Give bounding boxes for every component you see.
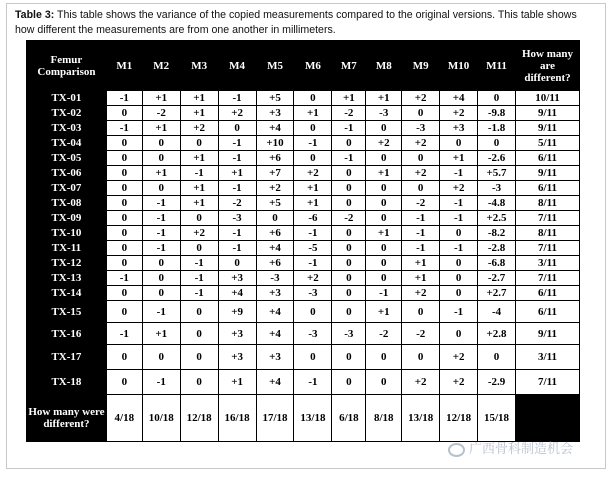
- table-cell: +2: [180, 121, 218, 136]
- table-cell: +1: [440, 151, 478, 166]
- table-cell: -1: [180, 286, 218, 301]
- table-cell: 0: [106, 370, 142, 395]
- table-cell: -1: [218, 226, 256, 241]
- table-cell: -3: [294, 286, 332, 301]
- table-row: [27, 181, 580, 196]
- table-cell: 0: [106, 286, 142, 301]
- table-cell: -2: [402, 323, 440, 345]
- table-cell: 0: [366, 271, 402, 286]
- table-cell: 0: [366, 181, 402, 196]
- table-cell: 0: [440, 271, 478, 286]
- table-cell: +2: [402, 370, 440, 395]
- table-cell: 0: [180, 241, 218, 256]
- row-label: TX-03: [27, 121, 107, 136]
- footer-cell: 17/18: [256, 395, 294, 442]
- table-cell: 0: [106, 136, 142, 151]
- table-cell: +4: [256, 121, 294, 136]
- table-cell: +1: [180, 106, 218, 121]
- table-cell: -4.8: [478, 196, 516, 211]
- table-cell: +2: [218, 106, 256, 121]
- table-cell: +1: [218, 166, 256, 181]
- table-cell: +1: [332, 91, 366, 106]
- row-total-cell: 9/11: [515, 166, 579, 181]
- table-cell: 0: [366, 196, 402, 211]
- table-cell: 0: [402, 106, 440, 121]
- table-cell: -1: [294, 256, 332, 271]
- table-cell: -1: [142, 370, 180, 395]
- table-cell: 0: [142, 286, 180, 301]
- table-cell: 0: [332, 370, 366, 395]
- row-label: TX-10: [27, 226, 107, 241]
- row-total-cell: 3/11: [515, 256, 579, 271]
- table-cell: 0: [294, 345, 332, 370]
- row-total-cell: 9/11: [515, 121, 579, 136]
- table-cell: 0: [294, 91, 332, 106]
- footer-cell: 13/18: [294, 395, 332, 442]
- table-cell: 0: [106, 166, 142, 181]
- table-cell: +4: [256, 241, 294, 256]
- row-total-cell: 3/11: [515, 345, 579, 370]
- table-cell: 0: [106, 226, 142, 241]
- table-cell: +3: [218, 323, 256, 345]
- table-cell: 0: [332, 181, 366, 196]
- table-cell: +5: [256, 196, 294, 211]
- caption-text: This table shows the variance of the copied measurements compared to the original versions. This table shows how different the measurements are from one another in millimeters.: [15, 9, 577, 36]
- table-cell: +1: [180, 196, 218, 211]
- table-row: [27, 256, 580, 271]
- table-cell: +2: [402, 136, 440, 151]
- table-cell: +1: [180, 91, 218, 106]
- table-cell: 0: [106, 196, 142, 211]
- table-row: [27, 91, 580, 106]
- table-cell: 0: [142, 151, 180, 166]
- table-cell: -2.6: [478, 151, 516, 166]
- table-cell: -1: [218, 136, 256, 151]
- table-cell: 0: [180, 136, 218, 151]
- row-label: TX-08: [27, 196, 107, 211]
- table-cell: +2: [440, 181, 478, 196]
- table-cell: -3: [218, 211, 256, 226]
- column-header-how-many-different: How many are different?: [515, 41, 579, 91]
- row-label: TX-07: [27, 181, 107, 196]
- table-cell: 0: [402, 181, 440, 196]
- table-cell: +2: [402, 166, 440, 181]
- table-cell: -2.7: [478, 271, 516, 286]
- table-cell: -1: [440, 166, 478, 181]
- table-row: [27, 345, 580, 370]
- table-cell: +1: [294, 181, 332, 196]
- table-cell: -3: [402, 121, 440, 136]
- table-cell: -1: [402, 241, 440, 256]
- table-row: [27, 370, 580, 395]
- table-cell: 0: [256, 211, 294, 226]
- table-cell: +4: [256, 370, 294, 395]
- table-cell: -2: [366, 323, 402, 345]
- table-cell: +2: [402, 91, 440, 106]
- table-cell: 0: [218, 121, 256, 136]
- table-cell: -2.8: [478, 241, 516, 256]
- table-cell: 0: [366, 151, 402, 166]
- table-cell: 0: [402, 345, 440, 370]
- footer-cell: 16/18: [218, 395, 256, 442]
- table-cell: 0: [366, 211, 402, 226]
- row-label: TX-14: [27, 286, 107, 301]
- column-header-m10: M10: [440, 41, 478, 91]
- table-cell: 0: [440, 323, 478, 345]
- table-cell: +1: [294, 196, 332, 211]
- table-cell: +1: [402, 256, 440, 271]
- caption-label: Table 3:: [15, 9, 55, 21]
- row-label: TX-04: [27, 136, 107, 151]
- table-cell: +2.5: [478, 211, 516, 226]
- table-cell: +3: [218, 345, 256, 370]
- table-row: [27, 241, 580, 256]
- column-header-m5: M5: [256, 41, 294, 91]
- row-total-cell: 9/11: [515, 106, 579, 121]
- table-cell: -5: [294, 241, 332, 256]
- table-cell: -6: [294, 211, 332, 226]
- table-row: [27, 286, 580, 301]
- row-total-cell: 7/11: [515, 271, 579, 286]
- row-label: TX-18: [27, 370, 107, 395]
- corner-header: Femur Comparison: [27, 41, 107, 91]
- table-cell: 0: [106, 256, 142, 271]
- row-total-cell: 8/11: [515, 196, 579, 211]
- table-cell: 0: [332, 345, 366, 370]
- table-cell: -3: [294, 323, 332, 345]
- table-cell: -1: [440, 241, 478, 256]
- table-cell: -3: [332, 323, 366, 345]
- table-cell: -2: [332, 106, 366, 121]
- row-label: TX-15: [27, 301, 107, 323]
- table-cell: -1: [180, 256, 218, 271]
- table-cell: 0: [180, 370, 218, 395]
- footer-blank-cell: [515, 395, 579, 442]
- table-cell: 0: [106, 211, 142, 226]
- table-cell: 0: [366, 121, 402, 136]
- row-total-cell: 6/11: [515, 181, 579, 196]
- table-cell: -1: [366, 286, 402, 301]
- footer-row: [27, 395, 580, 442]
- table-cell: -1: [440, 211, 478, 226]
- table-cell: 0: [294, 151, 332, 166]
- footer-cell: 12/18: [440, 395, 478, 442]
- table-row: [27, 271, 580, 286]
- table-cell: -1: [106, 271, 142, 286]
- table-cell: +1: [142, 166, 180, 181]
- table-cell: 0: [402, 301, 440, 323]
- table-cell: 0: [440, 136, 478, 151]
- table-cell: 0: [106, 301, 142, 323]
- watermark-text: 广西骨科制造机会: [469, 441, 574, 456]
- table-caption: [15, 8, 599, 38]
- table-cell: +3: [218, 271, 256, 286]
- column-header-m2: M2: [142, 41, 180, 91]
- table-cell: +2.8: [478, 323, 516, 345]
- table-cell: +6: [256, 226, 294, 241]
- table-cell: 0: [106, 345, 142, 370]
- table-row: [27, 301, 580, 323]
- femur-comparison-table: [26, 40, 580, 442]
- row-total-cell: 5/11: [515, 136, 579, 151]
- table-cell: -1.8: [478, 121, 516, 136]
- footer-cell: 10/18: [142, 395, 180, 442]
- table-cell: 0: [332, 301, 366, 323]
- column-header-m3: M3: [180, 41, 218, 91]
- row-label: TX-09: [27, 211, 107, 226]
- footer-cell: 6/18: [332, 395, 366, 442]
- table-cell: 0: [180, 301, 218, 323]
- table-cell: 0: [366, 370, 402, 395]
- table-cell: +2: [180, 226, 218, 241]
- table-cell: +2: [440, 345, 478, 370]
- table-cell: +4: [256, 301, 294, 323]
- footer-cell: 4/18: [106, 395, 142, 442]
- column-header-m4: M4: [218, 41, 256, 91]
- column-header-m11: M11: [478, 41, 516, 91]
- table-cell: -2: [402, 196, 440, 211]
- table-cell: 0: [142, 345, 180, 370]
- table-cell: -1: [294, 136, 332, 151]
- table-cell: +1: [218, 370, 256, 395]
- row-total-cell: 6/11: [515, 301, 579, 323]
- wechat-icon: [448, 443, 465, 457]
- row-total-cell: 10/11: [515, 91, 579, 106]
- table-cell: 0: [332, 226, 366, 241]
- table-cell: -9.8: [478, 106, 516, 121]
- table-cell: -1: [294, 226, 332, 241]
- table-cell: -3: [366, 106, 402, 121]
- table-cell: -2: [142, 106, 180, 121]
- table-cell: 0: [440, 286, 478, 301]
- table-cell: +5.7: [478, 166, 516, 181]
- footer-cell: 12/18: [180, 395, 218, 442]
- table-cell: 0: [332, 271, 366, 286]
- table-cell: +10: [256, 136, 294, 151]
- table-cell: +1: [180, 151, 218, 166]
- table-cell: +1: [142, 323, 180, 345]
- table-cell: -1: [106, 323, 142, 345]
- table-cell: 0: [294, 301, 332, 323]
- table-cell: -4: [478, 301, 516, 323]
- table-cell: +5: [256, 91, 294, 106]
- table-cell: -1: [332, 121, 366, 136]
- table-cell: +2: [402, 286, 440, 301]
- table-cell: -3: [478, 181, 516, 196]
- table-cell: 0: [332, 256, 366, 271]
- table-cell: 0: [332, 286, 366, 301]
- table-cell: +3: [256, 106, 294, 121]
- table-cell: -1: [402, 211, 440, 226]
- table-cell: -3: [256, 271, 294, 286]
- table-cell: +1: [142, 121, 180, 136]
- table-cell: -1: [440, 301, 478, 323]
- table-cell: +1: [180, 181, 218, 196]
- table-cell: +1: [366, 301, 402, 323]
- table-cell: +2.7: [478, 286, 516, 301]
- table-row: [27, 121, 580, 136]
- table-cell: -1: [106, 91, 142, 106]
- table-cell: -1: [218, 241, 256, 256]
- table-cell: +3: [256, 345, 294, 370]
- table-cell: +2: [294, 271, 332, 286]
- row-total-cell: 6/11: [515, 151, 579, 166]
- table-cell: -1: [106, 121, 142, 136]
- table-cell: +1: [294, 106, 332, 121]
- table-row: [27, 136, 580, 151]
- table-cell: +6: [256, 256, 294, 271]
- table-cell: +2: [366, 136, 402, 151]
- table-cell: 0: [366, 241, 402, 256]
- table-cell: 0: [332, 241, 366, 256]
- table-cell: -1: [180, 271, 218, 286]
- table-cell: 0: [106, 106, 142, 121]
- footer-cell: 13/18: [402, 395, 440, 442]
- table-cell: -1: [402, 226, 440, 241]
- table-cell: +2: [256, 181, 294, 196]
- table-cell: +3: [440, 121, 478, 136]
- table-cell: -1: [294, 370, 332, 395]
- row-total-cell: 7/11: [515, 211, 579, 226]
- column-header-m1: M1: [106, 41, 142, 91]
- table-cell: +9: [218, 301, 256, 323]
- row-total-cell: 7/11: [515, 370, 579, 395]
- table-cell: 0: [332, 196, 366, 211]
- table-cell: 0: [106, 241, 142, 256]
- table-row: [27, 166, 580, 181]
- table-cell: +7: [256, 166, 294, 181]
- table-cell: -1: [142, 241, 180, 256]
- row-label: TX-11: [27, 241, 107, 256]
- table-cell: +1: [142, 91, 180, 106]
- table-cell: -1: [218, 151, 256, 166]
- row-label: TX-01: [27, 91, 107, 106]
- footer-label: How many were different?: [27, 395, 107, 442]
- table-cell: +1: [366, 226, 402, 241]
- table-cell: -2: [218, 196, 256, 211]
- table-cell: 0: [440, 256, 478, 271]
- table-cell: -8.2: [478, 226, 516, 241]
- table-cell: 0: [366, 256, 402, 271]
- column-header-m7: M7: [332, 41, 366, 91]
- table-cell: -2.9: [478, 370, 516, 395]
- table-cell: +4: [218, 286, 256, 301]
- table-cell: 0: [106, 151, 142, 166]
- table-cell: 0: [142, 181, 180, 196]
- table-cell: +4: [440, 91, 478, 106]
- row-label: TX-13: [27, 271, 107, 286]
- table-cell: 0: [142, 256, 180, 271]
- table-cell: 0: [294, 121, 332, 136]
- table-row: [27, 323, 580, 345]
- table-row: [27, 211, 580, 226]
- row-label: TX-05: [27, 151, 107, 166]
- table-cell: -1: [142, 196, 180, 211]
- table-cell: 0: [180, 323, 218, 345]
- row-label: TX-17: [27, 345, 107, 370]
- table-row: [27, 151, 580, 166]
- table-cell: -1: [218, 91, 256, 106]
- table-cell: +2: [440, 106, 478, 121]
- table-cell: 0: [366, 345, 402, 370]
- table-cell: +6: [256, 151, 294, 166]
- table-row: [27, 226, 580, 241]
- table-cell: -1: [332, 151, 366, 166]
- table-cell: 0: [440, 226, 478, 241]
- table-cell: 0: [478, 345, 516, 370]
- table-cell: -1: [180, 166, 218, 181]
- header-row: [27, 41, 580, 91]
- table-cell: 0: [106, 181, 142, 196]
- footer-cell: 15/18: [478, 395, 516, 442]
- row-label: TX-12: [27, 256, 107, 271]
- row-label: TX-02: [27, 106, 107, 121]
- table-cell: -6.8: [478, 256, 516, 271]
- row-label: TX-16: [27, 323, 107, 345]
- row-total-cell: 7/11: [515, 241, 579, 256]
- table-cell: 0: [478, 136, 516, 151]
- table-cell: 0: [332, 166, 366, 181]
- row-total-cell: 8/11: [515, 226, 579, 241]
- table-cell: -1: [218, 181, 256, 196]
- table-cell: 0: [402, 151, 440, 166]
- footer-cell: 8/18: [366, 395, 402, 442]
- table-cell: 0: [332, 136, 366, 151]
- table-row: [27, 106, 580, 121]
- watermark: [448, 438, 598, 464]
- row-total-cell: 9/11: [515, 323, 579, 345]
- table-cell: 0: [478, 91, 516, 106]
- row-total-cell: 6/11: [515, 286, 579, 301]
- table-cell: +2: [440, 370, 478, 395]
- table-cell: +3: [256, 286, 294, 301]
- table-cell: 0: [142, 136, 180, 151]
- table-cell: -1: [440, 196, 478, 211]
- table-cell: -1: [142, 211, 180, 226]
- table-cell: 0: [180, 345, 218, 370]
- table-cell: +2: [294, 166, 332, 181]
- table-cell: -1: [142, 226, 180, 241]
- table-cell: -1: [142, 301, 180, 323]
- table-cell: 0: [218, 256, 256, 271]
- column-header-m8: M8: [366, 41, 402, 91]
- table-cell: +4: [256, 323, 294, 345]
- row-label: TX-06: [27, 166, 107, 181]
- table-cell: +1: [402, 271, 440, 286]
- table-cell: -2: [332, 211, 366, 226]
- table-cell: +1: [366, 91, 402, 106]
- table-cell: 0: [142, 271, 180, 286]
- table-cell: +1: [366, 166, 402, 181]
- table-row: [27, 196, 580, 211]
- column-header-m6: M6: [294, 41, 332, 91]
- table-cell: 0: [180, 211, 218, 226]
- column-header-m9: M9: [402, 41, 440, 91]
